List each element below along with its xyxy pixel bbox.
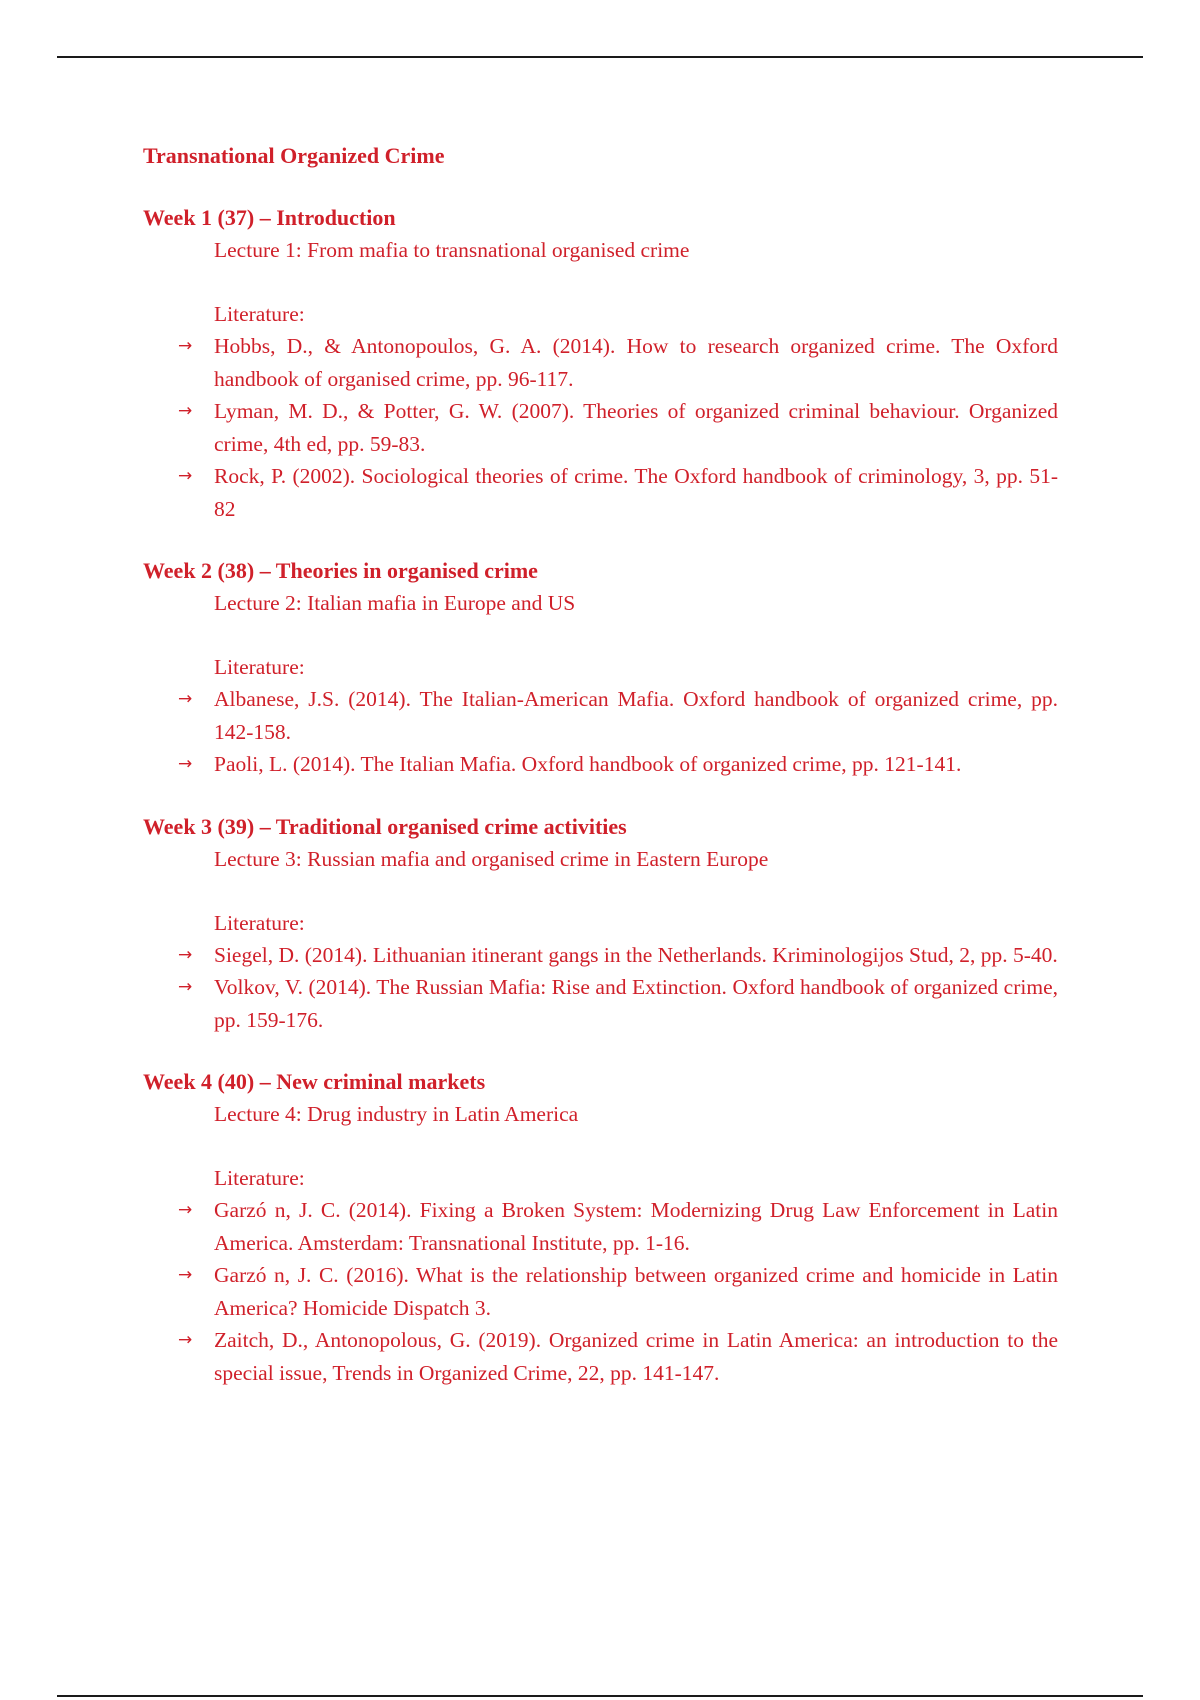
lecture-title: Lecture 1: From mafia to transnational organised crime: [214, 238, 690, 262]
reference-text: Zaitch, D., Antonopolous, G. (2019). Organized crime in Latin America: an introduction to the special issue, Trends in Organized Crime, 22, pp. 141-147.: [214, 1328, 1058, 1385]
lecture-title: Lecture 4: Drug industry in Latin America: [214, 1102, 579, 1126]
arrow-right-icon: →: [178, 1265, 193, 1285]
literature-label: Literature:: [214, 910, 305, 935]
week-2-section: [143, 555, 1058, 781]
reference-text: Garzó n, J. C. (2016). What is the relationship between organized crime and homicide in Latin America? Homicide Dispatch 3.: [214, 1263, 1058, 1320]
arrow-right-icon: →: [178, 977, 193, 997]
literature-label: Literature:: [214, 1166, 305, 1190]
week-4-section: [143, 1066, 1058, 1389]
lecture-title: Lecture 3: Russian mafia and organised crime in Eastern Europe: [214, 846, 769, 871]
week-heading: Week 2 (38) – Theories in organised crime: [143, 558, 538, 583]
week-heading: Week 3 (39) – Traditional organised crime activities: [143, 813, 627, 839]
bottom-rule: [57, 1695, 1143, 1697]
reference-text: Volkov, V. (2014). The Russian Mafia: Rise and Extinction. Oxford handbook of organized crime, pp. 159-176.: [214, 975, 1058, 1032]
arrow-right-icon: →: [178, 1200, 193, 1220]
week-1-section: [143, 202, 1058, 525]
reference-text: Lyman, M. D., & Potter, G. W. (2007). Theories of organized criminal behaviour. Organized crime, 4th ed, pp. 59-83.: [214, 399, 1058, 456]
reference-text: Rock, P. (2002). Sociological theories of crime. The Oxford handbook of criminology, 3, pp. 51-82: [214, 464, 1058, 521]
document-page: [143, 140, 1058, 1419]
reference-item: [178, 330, 1058, 395]
reference-item: [178, 1194, 1058, 1259]
reference-list: [143, 939, 1058, 1037]
arrow-right-icon: →: [178, 754, 193, 774]
reference-item: [178, 939, 1058, 972]
reference-item: [178, 1324, 1058, 1389]
arrow-right-icon: →: [178, 1330, 193, 1350]
week-heading: Week 4 (40) – New criminal markets: [143, 1069, 486, 1094]
reference-list: [143, 330, 1058, 525]
reference-item: [178, 971, 1058, 1036]
reference-text: Siegel, D. (2014). Lithuanian itinerant gangs in the Netherlands. Kriminologijos Stud, 2, pp. 5-40.: [214, 942, 1058, 967]
literature-label: Literature:: [214, 655, 305, 679]
reference-text: Garzó n, J. C. (2014). Fixing a Broken System: Modernizing Drug Law Enforcement in Latin America. Amsterdam: Transnational Institute, pp. 1-16.: [214, 1198, 1058, 1255]
lecture-title: Lecture 2: Italian mafia in Europe and US: [214, 591, 576, 615]
reference-text: Albanese, J.S. (2014). The Italian-American Mafia. Oxford handbook of organized crime, pp. 142-158.: [214, 687, 1058, 744]
arrow-right-icon: →: [178, 336, 193, 356]
week-heading: Week 1 (37) – Introduction: [143, 205, 396, 230]
arrow-right-icon: →: [178, 466, 193, 486]
reference-list: [143, 683, 1058, 781]
arrow-right-icon: →: [178, 689, 193, 709]
reference-text: Hobbs, D., & Antonopoulos, G. A. (2014). How to research organized crime. The Oxford handbook of organised crime, pp. 96-117.: [214, 334, 1058, 391]
top-rule: [57, 56, 1143, 58]
week-3-section: [143, 811, 1058, 1037]
reference-item: [178, 683, 1058, 748]
reference-item: [178, 748, 1058, 781]
reference-item: [178, 1259, 1058, 1324]
arrow-right-icon: →: [178, 944, 193, 965]
reference-item: [178, 460, 1058, 525]
reference-text: Paoli, L. (2014). The Italian Mafia. Oxford handbook of organized crime, pp. 121-141.: [214, 752, 962, 776]
document-title: Transnational Organized Crime: [143, 143, 445, 168]
arrow-right-icon: →: [178, 401, 193, 421]
reference-item: [178, 395, 1058, 460]
literature-label: Literature:: [214, 302, 305, 326]
reference-list: [143, 1194, 1058, 1389]
